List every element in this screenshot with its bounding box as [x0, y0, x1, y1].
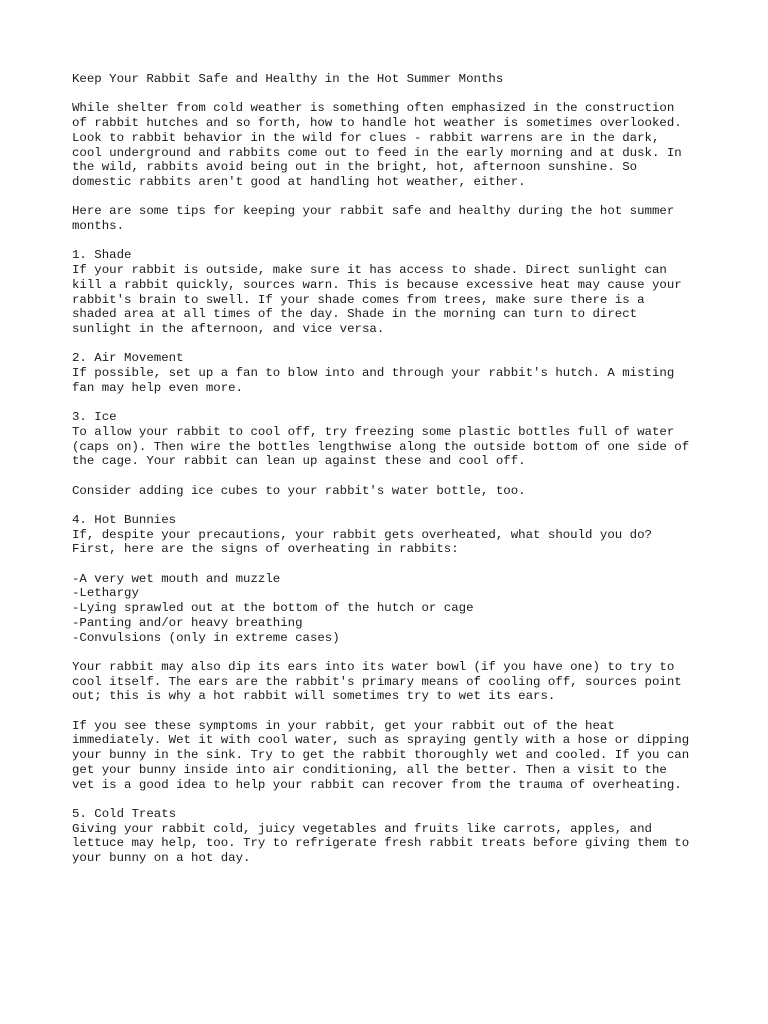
paragraph-line: If you see these symptoms in your rabbit, get your rabbit out of the heat [72, 718, 615, 733]
spacer [72, 337, 712, 352]
spacer [72, 190, 712, 205]
list-item: -Convulsions (only in extreme cases) [72, 630, 340, 645]
section-line: To allow your rabbit to cool off, try freezing some plastic bottles full of water [72, 424, 675, 439]
document-page [72, 72, 712, 866]
ice-extra-line: Consider adding ice cubes to your rabbit's water bottle, too. [72, 483, 526, 498]
overheating-signs-list [72, 572, 712, 646]
section-air-movement [72, 351, 712, 395]
intro-line: domestic rabbits aren't good at handling hot weather, either. [72, 174, 526, 189]
spacer [72, 792, 712, 807]
tips-intro-paragraph [72, 204, 712, 233]
action-paragraph [72, 719, 712, 793]
section-ice [72, 410, 712, 469]
section-line: If possible, set up a fan to blow into and through your rabbit's hutch. A misting [72, 366, 675, 380]
intro-line: cool underground and rabbits come out to feed in the early morning and at dusk. In [72, 145, 682, 160]
spacer [72, 557, 712, 572]
section-line: lettuce may help, too. Try to refrigerate fresh rabbit treats before giving them to [72, 836, 690, 851]
spacer [72, 704, 712, 719]
section-line: rabbit's brain to swell. If your shade comes from trees, make sure there is a [72, 292, 645, 307]
section-line: sunlight in the afternoon, and vice versa. [72, 321, 385, 336]
paragraph-line: out; this is why a hot rabbit will sometimes try to wet its ears. [72, 689, 556, 704]
section-line: Giving your rabbit cold, juicy vegetables and fruits like carrots, apples, and [72, 821, 652, 836]
section-line: (caps on). Then wire the bottles lengthwise along the outside bottom of one side of [72, 439, 690, 454]
paragraph-line: Your rabbit may also dip its ears into its water bowl (if you have one) to try to [72, 659, 675, 674]
intro-line: of rabbit hutches and so forth, how to handle hot weather is sometimes overlooked. [72, 116, 682, 131]
section-line: your bunny on a hot day. [72, 851, 251, 866]
section-line: the cage. Your rabbit can lean up against these and cool off. [72, 454, 526, 469]
paragraph-line: vet is a good idea to help your rabbit can recover from the trauma of overheating. [72, 777, 682, 792]
ears-paragraph [72, 660, 712, 704]
section-cold-treats [72, 807, 712, 866]
paragraph-line: get your bunny inside into air conditioning, all the better. Then a visit to the [72, 762, 667, 777]
intro-line: Look to rabbit behavior in the wild for clues - rabbit warrens are in the dark, [72, 130, 660, 145]
section-shade [72, 248, 712, 336]
section-line: If, despite your precautions, your rabbit gets overheated, what should you do? [72, 527, 652, 542]
paragraph-line: your bunny in the sink. Try to get the rabbit thoroughly wet and cooled. If you can [72, 748, 690, 763]
spacer [72, 395, 712, 410]
list-item: -A very wet mouth and muzzle [72, 571, 281, 586]
paragraph-line: immediately. Wet it with cool water, such as spraying gently with a hose or dipping [72, 733, 690, 748]
intro-line: the wild, rabbits avoid being out in the bright, hot, afternoon sunshine. So [72, 160, 638, 175]
spacer [72, 87, 712, 102]
section-line: kill a rabbit quickly, sources warn. This is because excessive heat may cause your [72, 277, 682, 292]
section-heading: 2. Air Movement [72, 351, 184, 366]
intro-paragraph [72, 101, 712, 189]
tips-intro-line: Here are some tips for keeping your rabbit safe and healthy during the hot summer [72, 204, 675, 219]
tips-intro-line: months. [72, 219, 125, 233]
spacer [72, 234, 712, 249]
list-item: -Lethargy [72, 586, 139, 601]
section-line: First, here are the signs of overheating in rabbits: [72, 542, 459, 557]
section-line: If your rabbit is outside, make sure it has access to shade. Direct sunlight can [72, 263, 667, 278]
intro-line: While shelter from cold weather is something often emphasized in the construction [72, 101, 675, 116]
section-heading: 3. Ice [72, 410, 117, 425]
section-line: shaded area at all times of the day. Shade in the morning can turn to direct [72, 307, 638, 322]
section-heading: 1. Shade [72, 248, 132, 263]
paragraph-line: cool itself. The ears are the rabbit's primary means of cooling off, sources point [72, 674, 682, 689]
section-hot-bunnies [72, 513, 712, 557]
spacer [72, 469, 712, 484]
document-title: Keep Your Rabbit Safe and Healthy in the Hot Summer Months [72, 72, 504, 86]
list-item: -Panting and/or heavy breathing [72, 615, 303, 630]
section-line: fan may help even more. [72, 380, 244, 395]
section-heading: 5. Cold Treats [72, 806, 177, 821]
section-heading: 4. Hot Bunnies [72, 512, 177, 527]
spacer [72, 645, 712, 660]
spacer [72, 498, 712, 513]
list-item: -Lying sprawled out at the bottom of the hutch or cage [72, 601, 474, 616]
